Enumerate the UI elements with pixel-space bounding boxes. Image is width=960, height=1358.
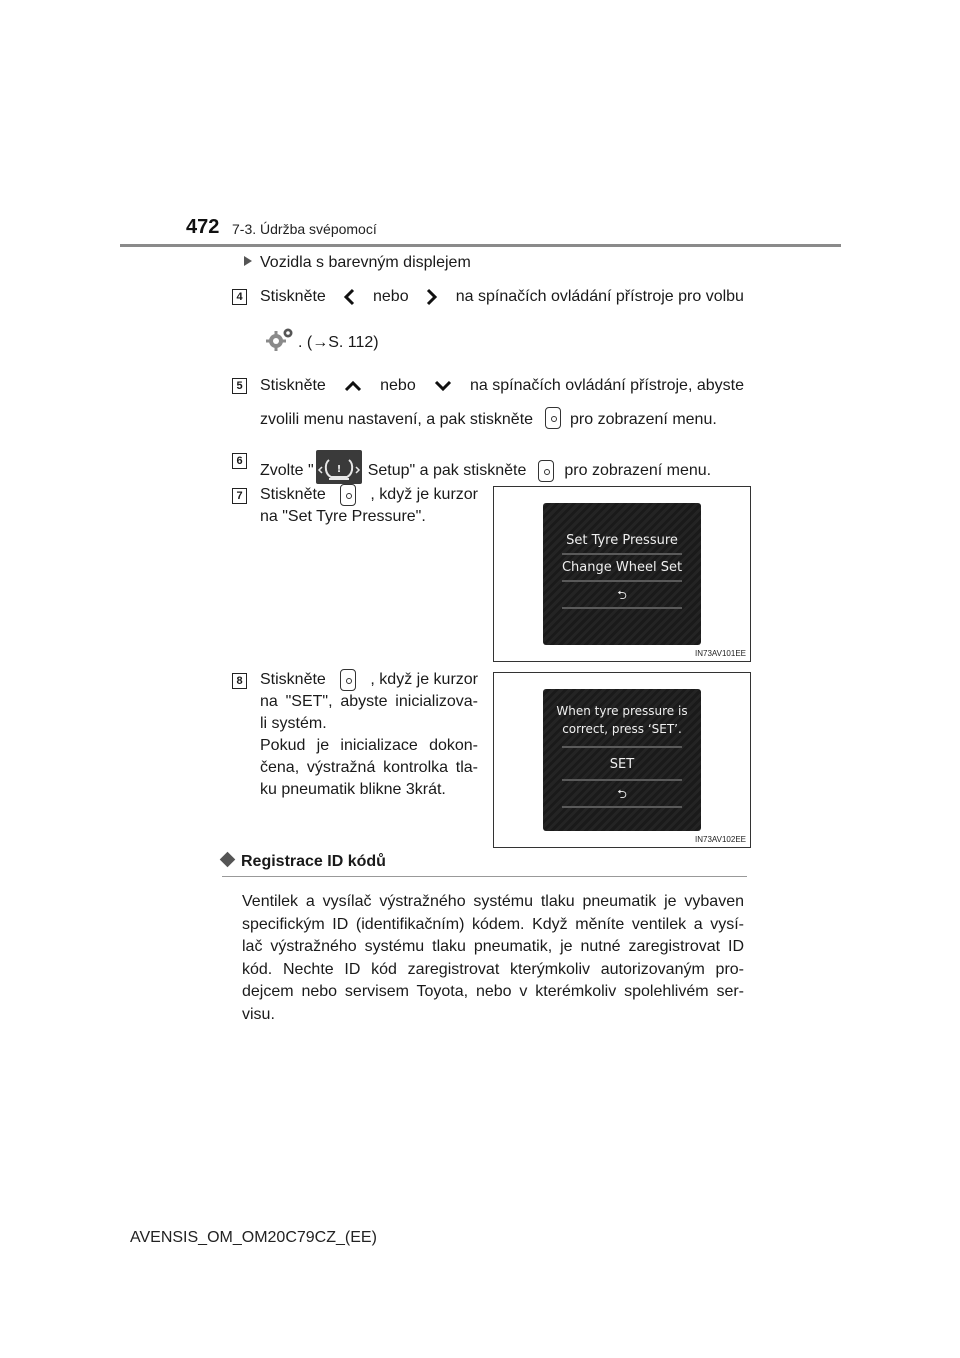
step-number-8: 8 xyxy=(232,673,247,689)
paragraph-line: dejcem nebo servisem Toyota, nebo v kterémkoliv spolehlivém ser- xyxy=(242,983,744,1000)
page-number: 472 xyxy=(186,216,220,238)
step-number-5: 5 xyxy=(232,378,247,394)
back-icon: ⮌ xyxy=(617,787,627,801)
step-4-line-1 xyxy=(260,286,744,308)
paragraph-line: kód. Nechte ID kód zaregistrovat kterýmkoliv autorizovaným pro- xyxy=(242,960,744,978)
paragraph-line: Ventilek a vysílač výstražného systému tlaku pneumatik je vybaven xyxy=(242,893,744,910)
step-8-line-3: li systém. xyxy=(260,715,327,732)
subsection-title: Registrace ID kódů xyxy=(241,853,386,870)
menu-item-set: SET xyxy=(609,757,635,772)
step-7-text-b: , když je kurzor xyxy=(370,486,478,503)
subsection-heading xyxy=(222,853,386,871)
display-divider xyxy=(562,806,682,808)
step-5-text-d: zvolili menu nastavení, a pak stiskněte xyxy=(260,411,534,428)
header-rule xyxy=(120,244,841,247)
subsection-rule xyxy=(222,876,747,877)
step-8-line-1 xyxy=(260,669,478,691)
multi-info-display xyxy=(543,503,701,645)
step-8-text-b: , když je kurzor xyxy=(370,671,478,688)
step-4-text-b: nebo xyxy=(373,288,409,305)
vehicle-type-bullet xyxy=(244,254,471,272)
svg-text:!: ! xyxy=(336,464,341,475)
subsection-paragraph xyxy=(242,891,744,1026)
step-6-text-a: Zvolte " xyxy=(260,461,314,479)
step-5-text-a: Stiskněte xyxy=(260,377,326,394)
image-code: IN73AV102EE xyxy=(695,835,746,844)
step-8-line-6: ku pneumatik blikne 3krát. xyxy=(260,781,446,798)
step-4-text-a: Stiskněte xyxy=(260,288,326,305)
display-divider xyxy=(562,607,682,609)
step-7-text-a: Stiskněte xyxy=(260,486,326,503)
step-number-7: 7 xyxy=(232,488,247,504)
chevron-up-icon xyxy=(344,380,362,392)
ok-button-icon xyxy=(545,407,561,429)
ok-button-icon xyxy=(340,669,356,691)
display-message-line-2: correct, press ‘SET’. xyxy=(562,722,682,736)
triangle-bullet-icon xyxy=(244,256,252,266)
step-8-line-5: čena, výstražná kontrolka tla- xyxy=(260,759,478,776)
step-7-line-1 xyxy=(260,484,478,506)
image-code: IN73AV101EE xyxy=(695,649,746,658)
step-8-line-4: Pokud je inicializace dokon- xyxy=(260,737,478,754)
multi-info-display xyxy=(543,689,701,831)
step-5-text-b: nebo xyxy=(380,377,416,394)
settings-gears-icon xyxy=(266,326,296,357)
ok-button-icon xyxy=(340,484,356,506)
display-screenshot-set-confirm xyxy=(493,672,751,848)
display-message-line-1: When tyre pressure is xyxy=(556,704,688,718)
paragraph-line: lač výstražného systému tlaku pneumatik, je nutné zaregistrovat ID xyxy=(242,938,744,955)
paragraph-line: specifickým ID (identifikačním) kódem. Když měníte ventilek a vysí- xyxy=(242,915,744,933)
display-divider xyxy=(562,779,682,781)
display-divider xyxy=(562,580,682,582)
step-6-text-b: Setup" a pak stiskněte xyxy=(367,461,527,479)
diamond-bullet-icon xyxy=(220,852,236,868)
display-divider xyxy=(562,746,682,748)
step-5-line-1 xyxy=(260,375,744,397)
back-icon: ⮌ xyxy=(617,588,627,602)
step-8-line-2: na "SET", abyste inicializova- xyxy=(260,693,478,710)
step-6-text-c: pro zobrazení menu. xyxy=(564,461,712,479)
step-number-6: 6 xyxy=(232,453,247,469)
document-code-footer: AVENSIS_OM_OM20C79CZ_(EE) xyxy=(130,1229,377,1246)
step-8-text-a: Stiskněte xyxy=(260,671,326,688)
section-title: 7-3. Údržba svépomocí xyxy=(232,221,377,237)
chevron-left-icon xyxy=(343,288,355,306)
step-4-text-c: na spínačích ovládání přístroje pro volbu xyxy=(455,288,744,305)
ok-button-icon xyxy=(538,460,554,482)
display-divider xyxy=(562,553,682,555)
chevron-down-icon xyxy=(434,380,452,392)
step-4-line-2: . (→S. 112) xyxy=(298,334,379,351)
step-number-4: 4 xyxy=(232,289,247,305)
step-5-line-2 xyxy=(260,407,717,431)
step-7-line-2: na "Set Tyre Pressure". xyxy=(260,508,426,525)
menu-item-set-tyre-pressure: Set Tyre Pressure xyxy=(566,533,678,548)
chevron-right-icon xyxy=(426,288,438,306)
bullet-text: Vozidla s barevným displejem xyxy=(260,254,471,271)
menu-item-change-wheel-set: Change Wheel Set xyxy=(561,560,683,575)
step-5-text-e: pro zobrazení menu. xyxy=(570,411,717,428)
step-5-text-c: na spínačích ovládání přístroje, abyste xyxy=(470,377,744,394)
display-screenshot-set-tyre-pressure xyxy=(493,486,751,662)
paragraph-line: visu. xyxy=(242,1005,275,1023)
